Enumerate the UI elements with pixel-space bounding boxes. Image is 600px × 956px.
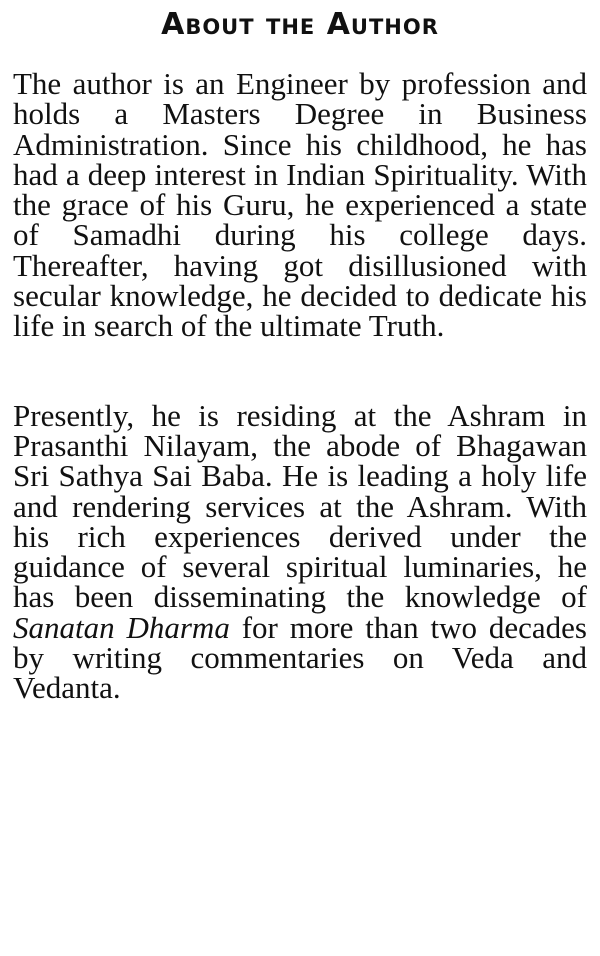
paragraph-present (13, 397, 587, 706)
paragraph-present-text-after: for more than two decades by writing commentaries on Veda and Vedanta. (13, 609, 587, 706)
paragraph-background: The author is an Engineer by profession and holds a Masters Degree in Business Administration. Since his childhood, he has had a deep interest in Indian Spirituality. With the grace of his Guru, he experienced a state of Samadhi during his college days. Thereafter, having got disillusioned with secular knowledge, he decided to dedicate his life in search of the ultimate Truth. (13, 66, 587, 344)
paragraph-present-text-before: Presently, he is residing at the Ashram in Prasanthi Nilayam, the abode of Bhagawan Sri Sathya Sai Baba. He is leading a holy life and rendering services at the Ashram. With his rich experiences derived under the guidance of several spiritual luminaries, he has been disseminating the knowledge of (13, 397, 587, 615)
italic-term-sanatan-dharma: Sanatan Dharma (13, 609, 230, 645)
section-heading: About the Author (161, 7, 439, 42)
